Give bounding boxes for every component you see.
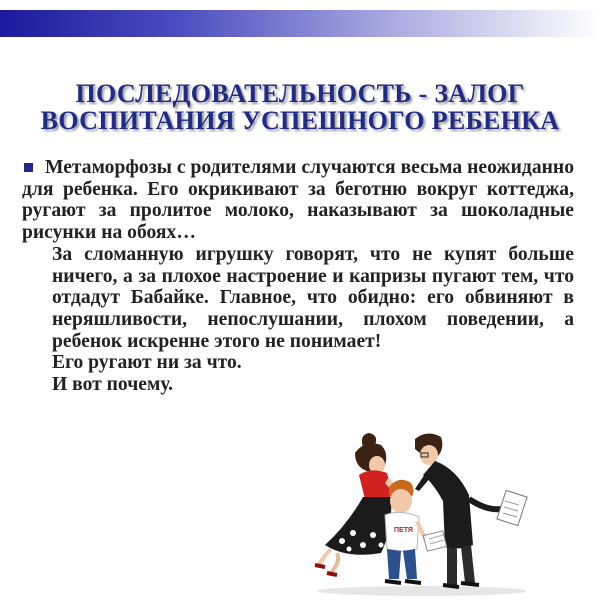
slide-title-line-2: ВОСПИТАНИЯ УСПЕШНОГО РЕБЕНКА bbox=[40, 106, 560, 135]
paragraph-1-text: Метаморфозы с родителями случаются весьма неожиданно для ребенка. Его окрикивают за беготню вокруг коттеджа, ругают за пролитое молоко, наказывают за шоколадные рисунки на обоях… bbox=[22, 157, 574, 244]
slide-title-line-1: ПОСЛЕДОВАТЕЛЬНОСТЬ - ЗАЛОГ bbox=[75, 79, 525, 108]
child-figure bbox=[385, 480, 447, 583]
slide-title bbox=[0, 80, 600, 134]
shirt-label: ПЕТЯ bbox=[394, 527, 413, 534]
father-figure bbox=[415, 433, 527, 587]
slide-body bbox=[22, 157, 574, 396]
body-line-4: И вот почему. bbox=[52, 374, 174, 396]
header-gradient-bar bbox=[0, 10, 600, 37]
square-bullet-icon bbox=[24, 163, 33, 172]
body-paragraph-2: За сломанную игрушку говорят, что не купят больше ничего, а за плохое настроение и капризы пугают тем, что отдадут Бабайке. Главное, что обидно: его обвиняют в неряшливости, непослушании, плохом поведении, а ребенок искренне этого не понимает! bbox=[52, 243, 574, 352]
body-paragraph-1 bbox=[22, 157, 574, 244]
body-line-3: Его ругают ни за что. bbox=[52, 352, 242, 374]
parents-scolding-child-illustration bbox=[297, 425, 555, 597]
